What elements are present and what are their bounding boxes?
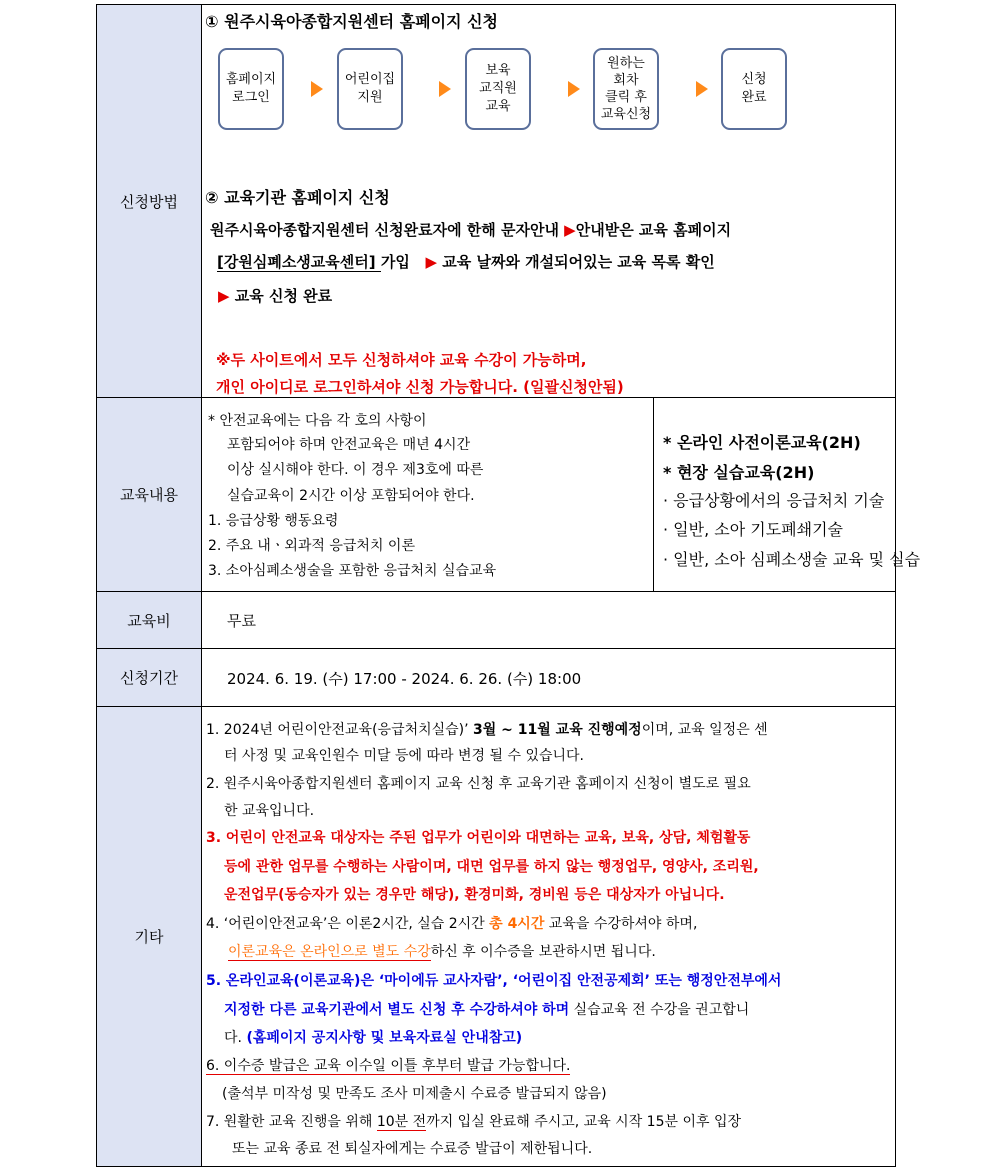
content-left-line: 실습교육이 2시간 이상 포함되어야 한다. bbox=[227, 488, 475, 504]
etc-item-3: 3. 어린이 안전교육 대상자는 주된 업무가 어린이와 대면하는 교육, 보육, 상담, 체험활동 bbox=[206, 830, 751, 846]
red-triangle-icon: ▶ bbox=[415, 253, 438, 271]
row-period bbox=[97, 649, 895, 707]
content-left-line: * 안전교육에는 다음 각 호의 사항이 bbox=[208, 413, 427, 429]
content-right-line: · 일반, 소아 심폐소생술 교육 및 실습 bbox=[663, 550, 921, 569]
etc-item-6: 6. 이수증 발급은 교육 이수일 이틀 후부터 발급 가능합니다. bbox=[206, 1058, 571, 1074]
content-left-line: 2. 주요 내ㆍ외과적 응급처치 이론 bbox=[208, 538, 415, 554]
etc-item-3-cont: 운전업무(동승자가 있는 경우만 해당), 환경미화, 경비원 등은 대상자가 아닙니다. bbox=[224, 887, 725, 903]
etc-content bbox=[202, 707, 895, 1166]
etc-item-4-cont: 이론교육은 온라인으로 별도 수강하신 후 이수증을 보관하시면 됩니다. bbox=[228, 944, 656, 960]
content-cells bbox=[202, 398, 921, 591]
row-fee bbox=[97, 592, 895, 649]
etc-item-7: 7. 원활한 교육 진행을 위해 10분 전까지 입실 완료해 주시고, 교육 시작 15분 이후 입장 bbox=[206, 1114, 742, 1130]
label-fee: 교육비 bbox=[97, 592, 202, 648]
flow-step-daycare: 어린이집 지원 bbox=[337, 48, 403, 130]
etc-item-1-cont: 터 사정 및 교육인원수 미달 등에 따라 변경 될 수 있습니다. bbox=[224, 748, 585, 764]
note-line1: ※두 사이트에서 모두 신청하셔야 교육 수강이 가능하며, bbox=[216, 351, 587, 369]
step2-line3: ▶ 교육 신청 완료 bbox=[218, 287, 333, 305]
period-value: 2024. 6. 19. (수) 17:00 - 2024. 6. 26. (수) 18:00 bbox=[227, 670, 582, 688]
content-right-line: · 일반, 소아 기도폐쇄기술 bbox=[663, 520, 843, 539]
step2-line1: 원주시육아종합지원센터 신청완료자에 한해 문자안내 ▶안내받은 교육 홈페이지 bbox=[210, 221, 732, 239]
red-triangle-icon: ▶ bbox=[218, 287, 230, 305]
content-left-line: 3. 소아심폐소생술을 포함한 응급처치 실습교육 bbox=[208, 563, 497, 579]
label-content: 교육내용 bbox=[97, 398, 202, 591]
content-left-line: 이상 실시해야 한다. 이 경우 제3호에 따른 bbox=[227, 462, 484, 478]
content-left-line: 포함되어야 하며 안전교육은 매년 4시간 bbox=[227, 437, 471, 453]
etc-item-7-cont: 또는 교육 종료 전 퇴실자에게는 수료증 발급이 제한됩니다. bbox=[232, 1141, 593, 1157]
etc-item-2-cont: 한 교육입니다. bbox=[224, 803, 315, 819]
flow-step-select-session: 원하는 회차 클릭 후 교육신청 bbox=[593, 48, 659, 130]
flow-step-staff-education: 보육 교직원 교육 bbox=[465, 48, 531, 130]
fee-value: 무료 bbox=[227, 612, 256, 630]
step2-line2: [강원심폐소생교육센터] 가입 ▶ 교육 날짜와 개설되어있는 교육 목록 확인 bbox=[217, 253, 715, 271]
flow-arrow-icon bbox=[696, 81, 708, 97]
etc-item-4: 4. ‘어린이안전교육’은 이론2시간, 실습 2시간 총 4시간 교육을 수강하셔야 하며, bbox=[206, 916, 698, 932]
flow-arrow-icon bbox=[439, 81, 451, 97]
etc-item-2: 2. 원주시육아종합지원센터 홈페이지 교육 신청 후 교육기관 홈페이지 신청이 별도로 필요 bbox=[206, 776, 751, 792]
etc-item-5-cont: 다. (홈페이지 공지사항 및 보육자료실 안내참고) bbox=[224, 1030, 523, 1046]
application-info-table bbox=[96, 4, 921, 1167]
content-divider bbox=[653, 398, 654, 591]
flow-step-login: 홈페이지 로그인 bbox=[218, 48, 284, 130]
label-etc: 기타 bbox=[97, 707, 202, 1166]
content-right-line: * 온라인 사전이론교육(2H) bbox=[663, 433, 861, 452]
note-line2: 개인 아이디로 로그인하셔야 신청 가능합니다. (일괄신청안됨) bbox=[216, 378, 624, 396]
flow-arrow-icon bbox=[311, 81, 323, 97]
etc-item-5: 5. 온라인교육(이론교육)은 ‘마이에듀 교사자람’, ‘어린이집 안전공제회’ 또는 행정안전부에서 bbox=[206, 973, 782, 989]
etc-item-3-cont: 등에 관한 업무를 수행하는 사람이며, 대면 업무를 하지 않는 행정업무, 영양사, 조리원, bbox=[224, 859, 759, 875]
etc-item-6-cont: (출석부 미작성 및 만족도 조사 미제출시 수료증 발급되지 않음) bbox=[222, 1086, 607, 1102]
row-apply-method bbox=[97, 5, 895, 398]
content-left-line: 1. 응급상황 행동요령 bbox=[208, 513, 339, 529]
apply-method-content bbox=[202, 5, 895, 397]
row-etc bbox=[97, 707, 895, 1166]
etc-item-1: 1. 2024년 어린이안전교육(응급처치실습)’ 3월 ~ 11월 교육 진행예정이며, 교육 일정은 센 bbox=[206, 722, 768, 738]
etc-item-5-cont: 지정한 다른 교육기관에서 별도 신청 후 수강하셔야 하며 실습교육 전 수강을 권고합니 bbox=[224, 1002, 750, 1018]
label-period: 신청기간 bbox=[97, 649, 202, 706]
step2-title: ② 교육기관 홈페이지 신청 bbox=[205, 188, 390, 207]
red-triangle-icon: ▶ bbox=[564, 221, 576, 239]
content-right-line: · 응급상황에서의 응급처치 기술 bbox=[663, 491, 885, 510]
flow-step-complete: 신청 완료 bbox=[721, 48, 787, 130]
row-content bbox=[97, 398, 921, 592]
label-apply-method: 신청방법 bbox=[97, 5, 202, 397]
step1-title: ① 원주시육아종합지원센터 홈페이지 신청 bbox=[205, 12, 499, 31]
flow-arrow-icon bbox=[568, 81, 580, 97]
content-right-line: * 현장 실습교육(2H) bbox=[663, 463, 815, 482]
